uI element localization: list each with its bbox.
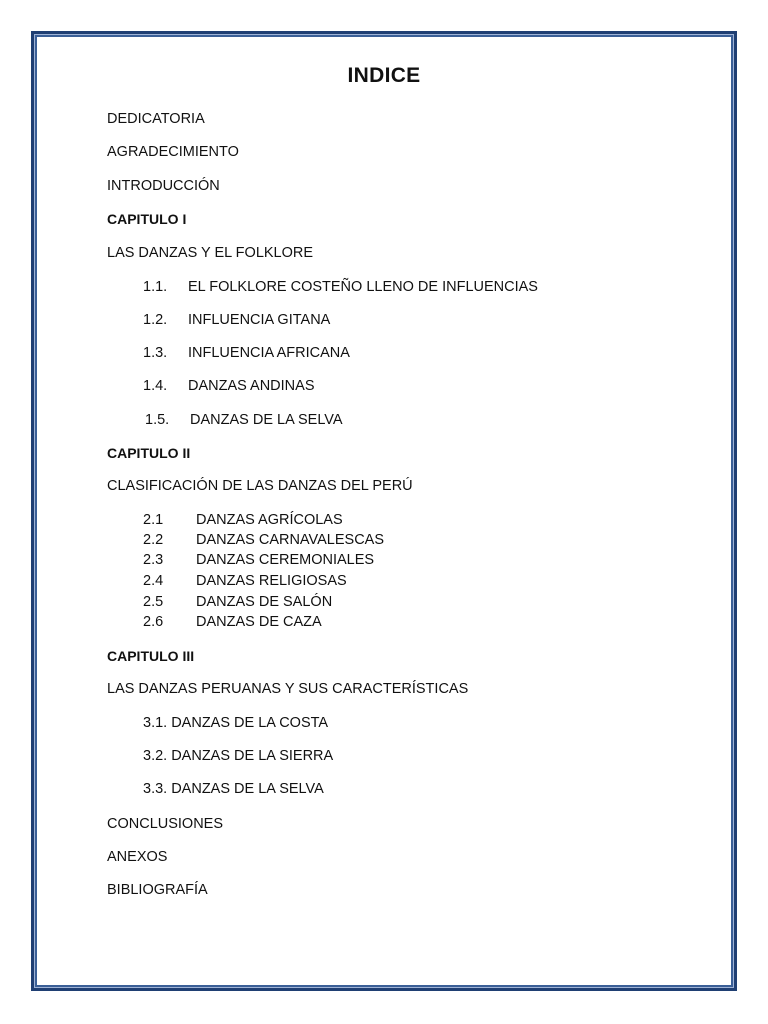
item-text: DANZAS CARNAVALESCAS [196,532,385,548]
chapter-title-1: LAS DANZAS Y EL FOLKLORE [107,245,314,261]
toc-anexos: ANEXOS [107,849,168,865]
page-border [31,31,737,991]
item-text: DANZAS AGRÍCOLAS [196,512,343,528]
chapter-title-3: LAS DANZAS PERUANAS Y SUS CARACTERÍSTICAS [107,681,469,697]
item-text: DANZAS DE LA SELVA [190,412,343,428]
toc-item-2-3 [143,551,375,569]
item-number: 2.4 [143,573,164,589]
toc-item-3-2: 3.2. DANZAS DE LA SIERRA [143,748,334,764]
toc-item-3-1: 3.1. DANZAS DE LA COSTA [143,715,329,731]
toc-item-1-2 [143,311,331,329]
item-text: INFLUENCIA AFRICANA [188,345,350,361]
item-text: INFLUENCIA GITANA [188,312,331,328]
toc-conclusiones: CONCLUSIONES [107,816,224,832]
item-number: 2.2 [143,532,164,548]
chapter-heading-3: CAPITULO III [107,648,195,664]
toc-item-2-6 [143,613,322,631]
item-text: EL FOLKLORE COSTEÑO LLENO DE INFLUENCIAS [188,279,538,295]
item-text: DANZAS RELIGIOSAS [196,573,347,589]
page-title: INDICE [347,64,421,87]
item-number: 1.4. [143,378,168,394]
item-number: 1.3. [143,345,168,361]
toc-item-1-4 [143,377,315,395]
item-number: 2.6 [143,614,164,630]
toc-introduccion: INTRODUCCIÓN [107,178,220,194]
item-number: 2.1 [143,512,164,528]
chapter-heading-2: CAPITULO II [107,445,191,461]
item-text: DANZAS ANDINAS [188,378,315,394]
item-number: 2.5 [143,594,164,610]
toc-item-2-1 [143,511,343,529]
toc-bibliografia: BIBLIOGRAFÍA [107,882,208,898]
toc-item-3-3: 3.3. DANZAS DE LA SELVA [143,781,324,797]
toc-item-1-1 [143,278,538,296]
toc-item-2-2 [143,531,385,549]
toc-agradecimiento: AGRADECIMIENTO [107,144,239,160]
item-number: 1.1. [143,279,168,295]
chapter-heading-1: CAPITULO I [107,211,187,227]
chapter-title-2: CLASIFICACIÓN DE LAS DANZAS DEL PERÚ [107,478,413,494]
item-text: DANZAS DE SALÓN [196,594,333,610]
toc-dedicatoria: DEDICATORIA [107,111,205,127]
toc-item-2-4 [143,572,347,590]
item-number: 1.5. [145,412,170,428]
item-number: 1.2. [143,312,168,328]
item-number: 2.3 [143,552,164,568]
toc-item-2-5 [143,593,333,611]
item-text: DANZAS CEREMONIALES [196,552,375,568]
item-text: DANZAS DE CAZA [196,614,322,630]
toc-item-1-5 [145,411,343,429]
toc-item-1-3 [143,344,350,362]
